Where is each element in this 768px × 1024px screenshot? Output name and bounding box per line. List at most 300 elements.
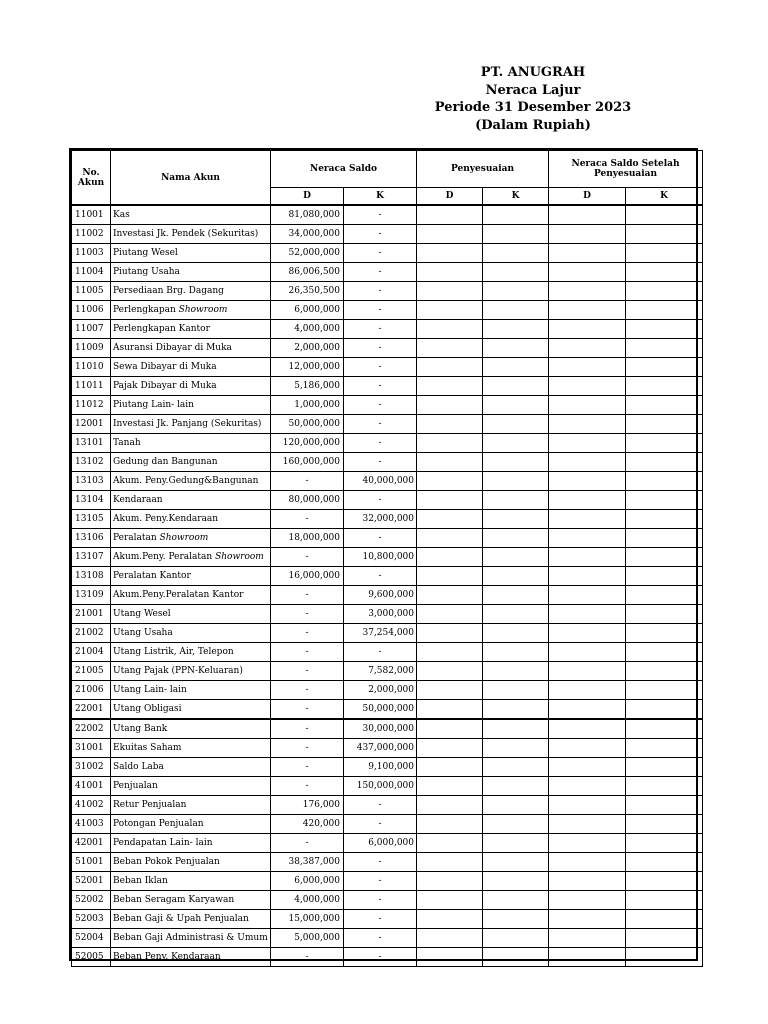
- empty-cell: [549, 834, 626, 853]
- empty-cell: [417, 929, 483, 948]
- credit-value: -: [344, 872, 417, 891]
- account-name-text: Utang Wesel: [113, 609, 171, 619]
- empty-cell: [483, 662, 549, 681]
- empty-cell: [417, 853, 483, 872]
- empty-cell: [417, 681, 483, 700]
- empty-cell: [483, 529, 549, 548]
- account-number: 22001: [72, 700, 111, 720]
- account-name: [111, 662, 271, 681]
- account-name: [111, 415, 271, 434]
- account-name: [111, 872, 271, 891]
- debit-value: 5,000,000: [271, 929, 344, 948]
- account-name-text: Utang Usaha: [113, 628, 173, 638]
- account-name-text: Retur Penjualan: [113, 800, 187, 810]
- table-row: [72, 777, 703, 796]
- table-row: [72, 586, 703, 605]
- debit-value: -: [271, 700, 344, 720]
- empty-cell: [626, 700, 703, 720]
- account-name-text: Peralatan: [113, 533, 157, 543]
- empty-cell: [483, 282, 549, 301]
- account-number: 41001: [72, 777, 111, 796]
- account-name: [111, 719, 271, 739]
- empty-cell: [417, 948, 483, 967]
- empty-cell: [626, 491, 703, 510]
- empty-cell: [626, 758, 703, 777]
- empty-cell: [417, 872, 483, 891]
- empty-cell: [549, 244, 626, 263]
- empty-cell: [483, 358, 549, 377]
- empty-cell: [626, 339, 703, 358]
- debit-value: -: [271, 662, 344, 681]
- empty-cell: [417, 796, 483, 815]
- company-name: PT. ANUGRAH: [480, 65, 586, 80]
- empty-cell: [417, 643, 483, 662]
- account-name-text: Piutang Lain- lain: [113, 400, 194, 410]
- empty-cell: [483, 510, 549, 529]
- empty-cell: [417, 377, 483, 396]
- document-title: [300, 64, 766, 134]
- account-name: [111, 681, 271, 700]
- empty-cell: [417, 662, 483, 681]
- account-name: [111, 929, 271, 948]
- account-number: 51001: [72, 853, 111, 872]
- account-name-text: Perlengkapan Kantor: [113, 324, 210, 334]
- empty-cell: [626, 605, 703, 624]
- debit-value: 120,000,000: [271, 434, 344, 453]
- account-name: [111, 377, 271, 396]
- table-row: [72, 739, 703, 758]
- table-row: [72, 700, 703, 720]
- empty-cell: [549, 643, 626, 662]
- empty-cell: [549, 586, 626, 605]
- account-number: 11006: [72, 301, 111, 320]
- account-number: 13104: [72, 491, 111, 510]
- account-number: 52003: [72, 910, 111, 929]
- debit-value: 81,080,000: [271, 205, 344, 225]
- table-row: [72, 872, 703, 891]
- empty-cell: [483, 586, 549, 605]
- debit-value: -: [271, 586, 344, 605]
- empty-cell: [483, 758, 549, 777]
- header-p-debit: D: [417, 188, 483, 206]
- account-number: 11011: [72, 377, 111, 396]
- account-number: 41003: [72, 815, 111, 834]
- empty-cell: [626, 529, 703, 548]
- account-name: [111, 834, 271, 853]
- empty-cell: [417, 758, 483, 777]
- empty-cell: [549, 910, 626, 929]
- empty-cell: [483, 739, 549, 758]
- table-row: [72, 263, 703, 282]
- table-row: [72, 491, 703, 510]
- table-row: [72, 529, 703, 548]
- empty-cell: [417, 529, 483, 548]
- account-name: [111, 777, 271, 796]
- empty-cell: [626, 681, 703, 700]
- empty-cell: [417, 491, 483, 510]
- empty-cell: [549, 396, 626, 415]
- credit-value: -: [344, 205, 417, 225]
- account-name-text: Beban Gaji & Upah Penjualan: [113, 914, 249, 924]
- empty-cell: [417, 205, 483, 225]
- empty-cell: [483, 624, 549, 643]
- account-name: [111, 586, 271, 605]
- empty-cell: [626, 948, 703, 967]
- empty-cell: [549, 358, 626, 377]
- neraca-lajur-table: [71, 150, 703, 967]
- account-number: 13106: [72, 529, 111, 548]
- empty-cell: [626, 910, 703, 929]
- table-row: [72, 929, 703, 948]
- empty-cell: [417, 586, 483, 605]
- empty-cell: [626, 739, 703, 758]
- empty-cell: [626, 719, 703, 739]
- empty-cell: [626, 205, 703, 225]
- empty-cell: [417, 263, 483, 282]
- empty-cell: [549, 320, 626, 339]
- empty-cell: [483, 301, 549, 320]
- account-name: [111, 605, 271, 624]
- empty-cell: [483, 567, 549, 586]
- empty-cell: [417, 472, 483, 491]
- empty-cell: [549, 777, 626, 796]
- empty-cell: [549, 205, 626, 225]
- account-name-text: Tanah: [113, 438, 141, 448]
- empty-cell: [626, 853, 703, 872]
- empty-cell: [549, 434, 626, 453]
- debit-value: 38,387,000: [271, 853, 344, 872]
- debit-value: -: [271, 777, 344, 796]
- debit-value: -: [271, 605, 344, 624]
- empty-cell: [483, 472, 549, 491]
- table-row: [72, 834, 703, 853]
- account-name: [111, 205, 271, 225]
- credit-value: 10,800,000: [344, 548, 417, 567]
- account-number: 11005: [72, 282, 111, 301]
- account-name: [111, 282, 271, 301]
- account-number: 52001: [72, 872, 111, 891]
- account-number: 21002: [72, 624, 111, 643]
- empty-cell: [417, 282, 483, 301]
- debit-value: 4,000,000: [271, 320, 344, 339]
- account-number: 13108: [72, 567, 111, 586]
- account-name: [111, 796, 271, 815]
- empty-cell: [483, 834, 549, 853]
- empty-cell: [549, 891, 626, 910]
- empty-cell: [549, 510, 626, 529]
- empty-cell: [483, 643, 549, 662]
- empty-cell: [483, 320, 549, 339]
- empty-cell: [483, 396, 549, 415]
- empty-cell: [483, 891, 549, 910]
- account-number: 52002: [72, 891, 111, 910]
- header-neraca-saldo: Neraca Saldo: [271, 151, 417, 188]
- credit-value: 9,600,000: [344, 586, 417, 605]
- empty-cell: [549, 719, 626, 739]
- debit-value: 16,000,000: [271, 567, 344, 586]
- credit-value: -: [344, 453, 417, 472]
- debit-value: -: [271, 548, 344, 567]
- empty-cell: [417, 739, 483, 758]
- account-number: 21006: [72, 681, 111, 700]
- empty-cell: [549, 225, 626, 244]
- account-name-text: Utang Lain- lain: [113, 685, 187, 695]
- debit-value: 6,000,000: [271, 872, 344, 891]
- account-name-text: Ekuitas Saham: [113, 743, 182, 753]
- debit-value: 26,350,500: [271, 282, 344, 301]
- empty-cell: [626, 377, 703, 396]
- header-neraca-saldo-setelah: Neraca Saldo Setelah Penyesuaian: [549, 151, 703, 188]
- account-number: 22002: [72, 719, 111, 739]
- empty-cell: [549, 700, 626, 720]
- empty-cell: [417, 301, 483, 320]
- credit-value: -: [344, 929, 417, 948]
- worksheet-table: [69, 148, 698, 961]
- table-row: [72, 472, 703, 491]
- empty-cell: [549, 301, 626, 320]
- account-name: [111, 358, 271, 377]
- account-name-text: Piutang Usaha: [113, 267, 180, 277]
- empty-cell: [417, 605, 483, 624]
- debit-value: -: [271, 758, 344, 777]
- debit-value: -: [271, 719, 344, 739]
- credit-value: -: [344, 891, 417, 910]
- empty-cell: [483, 910, 549, 929]
- empty-cell: [483, 948, 549, 967]
- empty-cell: [626, 358, 703, 377]
- credit-value: -: [344, 948, 417, 967]
- account-name-text: Akum.Peny. Peralatan: [113, 552, 213, 562]
- table-row: [72, 853, 703, 872]
- account-name: [111, 891, 271, 910]
- empty-cell: [417, 320, 483, 339]
- empty-cell: [483, 719, 549, 739]
- account-name-text: Gedung dan Bangunan: [113, 457, 218, 467]
- table-row: [72, 567, 703, 586]
- account-name-text: Perlengkapan: [113, 305, 176, 315]
- debit-value: 2,000,000: [271, 339, 344, 358]
- credit-value: -: [344, 396, 417, 415]
- account-name: [111, 624, 271, 643]
- empty-cell: [417, 624, 483, 643]
- empty-cell: [626, 662, 703, 681]
- account-name: [111, 453, 271, 472]
- empty-cell: [483, 205, 549, 225]
- empty-cell: [626, 263, 703, 282]
- table-row: [72, 624, 703, 643]
- account-name-text: Akum. Peny.Gedung&Bangunan: [113, 476, 259, 486]
- empty-cell: [549, 948, 626, 967]
- credit-value: 32,000,000: [344, 510, 417, 529]
- empty-cell: [549, 339, 626, 358]
- account-name: [111, 320, 271, 339]
- empty-cell: [626, 510, 703, 529]
- empty-cell: [483, 605, 549, 624]
- debit-value: 80,000,000: [271, 491, 344, 510]
- empty-cell: [626, 586, 703, 605]
- account-name-text: Beban Peny. Kendaraan: [113, 952, 221, 962]
- debit-value: 420,000: [271, 815, 344, 834]
- credit-value: -: [344, 301, 417, 320]
- empty-cell: [549, 548, 626, 567]
- empty-cell: [549, 681, 626, 700]
- table-row: [72, 662, 703, 681]
- account-name-text: Akum.Peny.Peralatan Kantor: [113, 590, 244, 600]
- empty-cell: [483, 796, 549, 815]
- empty-cell: [417, 891, 483, 910]
- account-name-text: Utang Listrik, Air, Telepon: [113, 647, 234, 657]
- credit-value: 9,100,000: [344, 758, 417, 777]
- account-name: [111, 643, 271, 662]
- credit-value: -: [344, 263, 417, 282]
- debit-value: 1,000,000: [271, 396, 344, 415]
- debit-value: 34,000,000: [271, 225, 344, 244]
- empty-cell: [626, 624, 703, 643]
- credit-value: -: [344, 491, 417, 510]
- table-row: [72, 605, 703, 624]
- account-number: 52005: [72, 948, 111, 967]
- empty-cell: [549, 929, 626, 948]
- account-name: [111, 758, 271, 777]
- empty-cell: [626, 777, 703, 796]
- account-name-text: Sewa Dibayar di Muka: [113, 362, 217, 372]
- empty-cell: [483, 225, 549, 244]
- credit-value: -: [344, 282, 417, 301]
- account-number: 52004: [72, 929, 111, 948]
- account-name: [111, 301, 271, 320]
- empty-cell: [483, 434, 549, 453]
- account-name-text: Utang Obligasi: [113, 704, 182, 714]
- table-row: [72, 205, 703, 225]
- credit-value: -: [344, 529, 417, 548]
- credit-value: -: [344, 320, 417, 339]
- credit-value: 50,000,000: [344, 700, 417, 720]
- account-name-text: Kendaraan: [113, 495, 163, 505]
- account-number: 11002: [72, 225, 111, 244]
- account-name: [111, 948, 271, 967]
- debit-value: 15,000,000: [271, 910, 344, 929]
- account-number: 21001: [72, 605, 111, 624]
- account-name: [111, 491, 271, 510]
- account-name-text: Pendapatan Lain- lain: [113, 838, 213, 848]
- account-number: 11010: [72, 358, 111, 377]
- account-name: [111, 244, 271, 263]
- account-number: 31001: [72, 739, 111, 758]
- debit-value: 86,006,500: [271, 263, 344, 282]
- table-row: [72, 396, 703, 415]
- table-row: [72, 758, 703, 777]
- empty-cell: [549, 567, 626, 586]
- credit-value: -: [344, 853, 417, 872]
- credit-value: -: [344, 567, 417, 586]
- table-row: [72, 282, 703, 301]
- debit-value: 50,000,000: [271, 415, 344, 434]
- empty-cell: [417, 719, 483, 739]
- account-number: 13105: [72, 510, 111, 529]
- debit-value: 18,000,000: [271, 529, 344, 548]
- empty-cell: [626, 567, 703, 586]
- empty-cell: [483, 548, 549, 567]
- empty-cell: [417, 910, 483, 929]
- empty-cell: [626, 815, 703, 834]
- empty-cell: [417, 567, 483, 586]
- report-currency: (Dalam Rupiah): [475, 117, 591, 133]
- empty-cell: [549, 739, 626, 758]
- empty-cell: [549, 758, 626, 777]
- account-name-italic: Showroom: [159, 533, 209, 543]
- account-name: [111, 434, 271, 453]
- credit-value: 6,000,000: [344, 834, 417, 853]
- empty-cell: [549, 529, 626, 548]
- empty-cell: [549, 605, 626, 624]
- credit-value: -: [344, 358, 417, 377]
- empty-cell: [626, 320, 703, 339]
- debit-value: -: [271, 834, 344, 853]
- credit-value: -: [344, 434, 417, 453]
- debit-value: -: [271, 948, 344, 967]
- account-name-text: Pajak Dibayar di Muka: [113, 381, 217, 391]
- empty-cell: [417, 415, 483, 434]
- credit-value: -: [344, 910, 417, 929]
- header-nss-kredit: K: [626, 188, 703, 206]
- table-row: [72, 891, 703, 910]
- header-nss-debit: D: [549, 188, 626, 206]
- account-number: 11012: [72, 396, 111, 415]
- empty-cell: [483, 263, 549, 282]
- account-number: 13103: [72, 472, 111, 491]
- report-name: Neraca Lajur: [485, 82, 581, 98]
- account-name: [111, 263, 271, 282]
- account-name-text: Utang Bank: [113, 724, 168, 734]
- account-name: [111, 548, 271, 567]
- account-number: 21004: [72, 643, 111, 662]
- empty-cell: [483, 681, 549, 700]
- table-row: [72, 339, 703, 358]
- table-row: [72, 320, 703, 339]
- table-row: [72, 681, 703, 700]
- empty-cell: [483, 244, 549, 263]
- empty-cell: [626, 834, 703, 853]
- debit-value: 4,000,000: [271, 891, 344, 910]
- empty-cell: [626, 244, 703, 263]
- empty-cell: [483, 929, 549, 948]
- header-ns-debit: D: [271, 188, 344, 206]
- account-name: [111, 567, 271, 586]
- account-number: 42001: [72, 834, 111, 853]
- debit-value: -: [271, 643, 344, 662]
- empty-cell: [417, 339, 483, 358]
- account-number: 13109: [72, 586, 111, 605]
- account-name-italic: Showroom: [215, 552, 264, 562]
- empty-cell: [483, 377, 549, 396]
- account-number: 41002: [72, 796, 111, 815]
- empty-cell: [626, 434, 703, 453]
- table-row: [72, 377, 703, 396]
- table-row: [72, 719, 703, 739]
- credit-value: 30,000,000: [344, 719, 417, 739]
- account-rows: [72, 205, 703, 967]
- empty-cell: [549, 453, 626, 472]
- debit-value: -: [271, 739, 344, 758]
- account-number: 11009: [72, 339, 111, 358]
- account-name: [111, 510, 271, 529]
- account-number: 31002: [72, 758, 111, 777]
- empty-cell: [483, 777, 549, 796]
- table-row: [72, 910, 703, 929]
- debit-value: 52,000,000: [271, 244, 344, 263]
- debit-value: 160,000,000: [271, 453, 344, 472]
- empty-cell: [549, 415, 626, 434]
